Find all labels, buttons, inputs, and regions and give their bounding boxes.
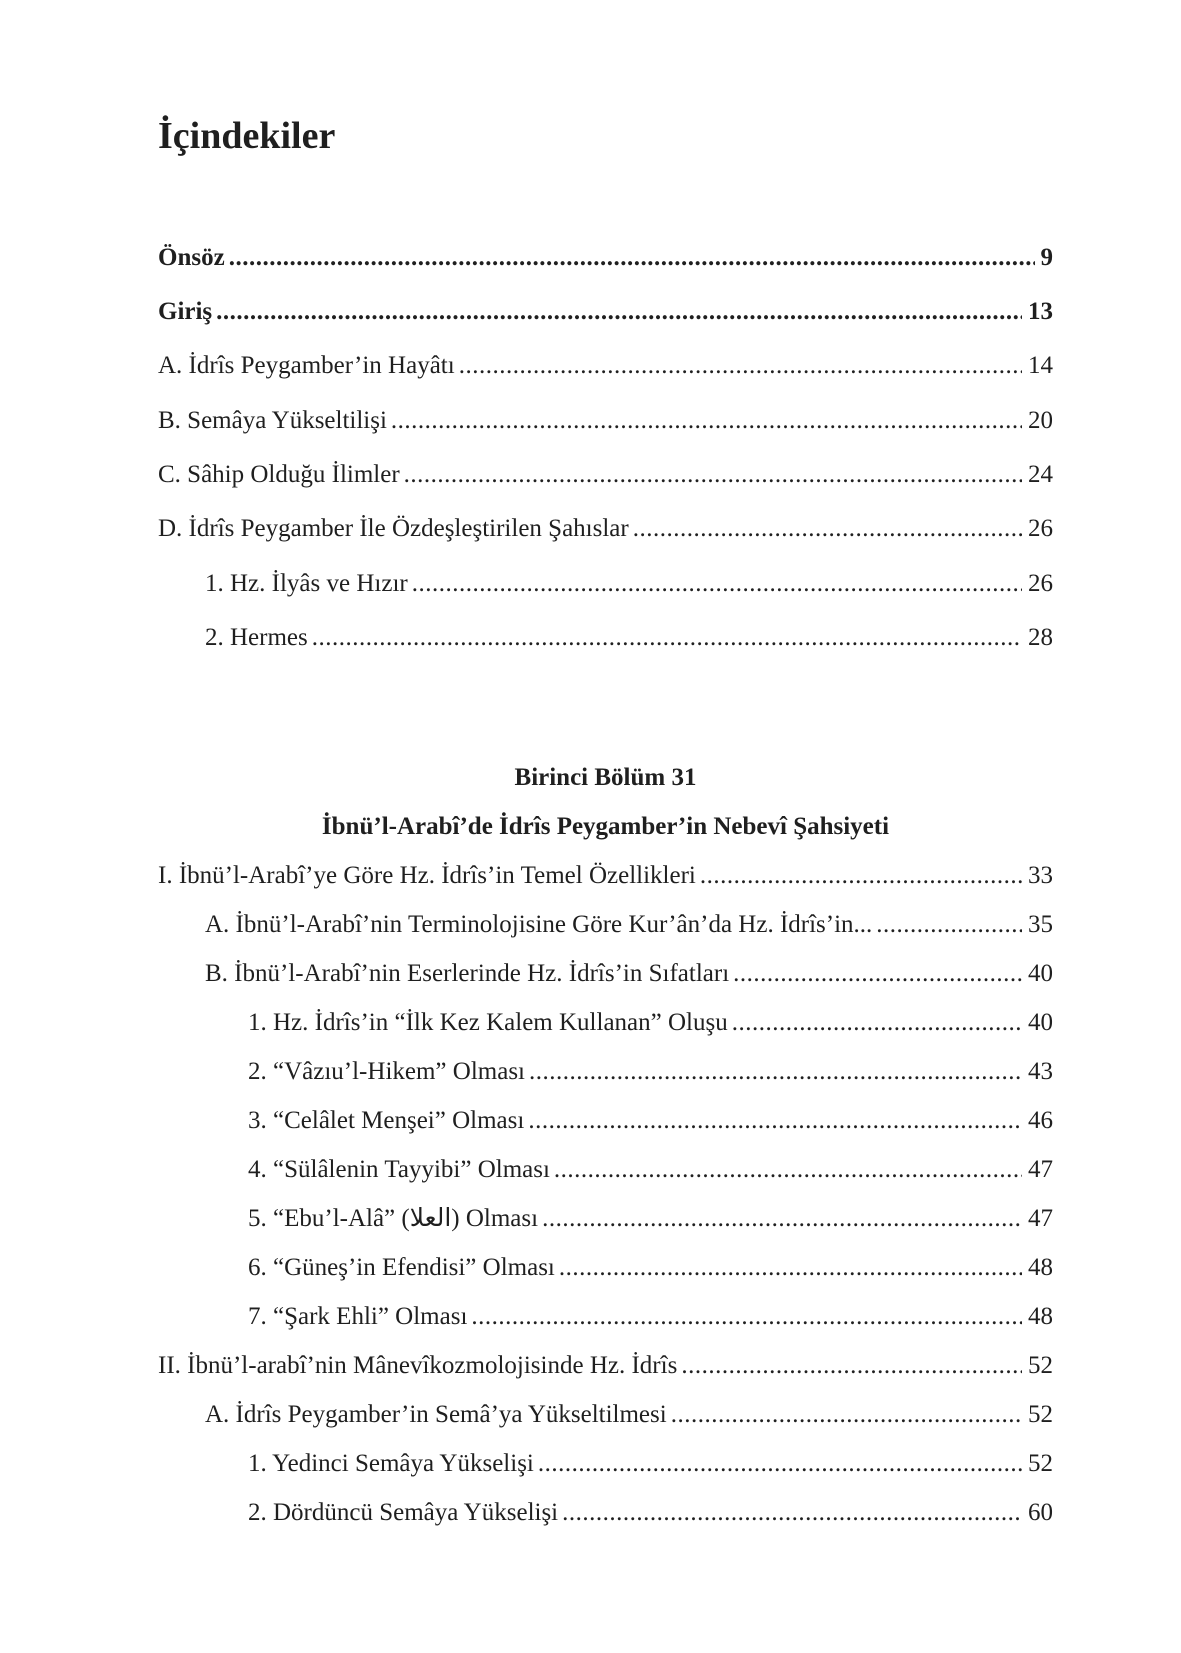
toc-leader-dots — [633, 513, 1022, 545]
toc-leader-dots — [529, 1056, 1022, 1088]
toc-page-number: 13 — [1028, 298, 1053, 325]
toc-entry[interactable] — [205, 909, 1053, 941]
toc-leader-dots — [559, 1252, 1022, 1284]
toc-entry-onsoz[interactable] — [158, 242, 1053, 274]
toc-leader-dots — [876, 909, 1022, 941]
toc-page-number: 46 — [1028, 1107, 1053, 1134]
toc-entry-label: 2. Hermes — [205, 624, 308, 651]
toc-entry[interactable] — [158, 1350, 1053, 1382]
toc-entry[interactable] — [205, 1399, 1053, 1431]
toc-leader-dots — [733, 958, 1022, 990]
toc-leader-dots — [404, 459, 1022, 491]
toc-entry[interactable] — [158, 405, 1053, 437]
toc-page-number: 28 — [1028, 624, 1053, 651]
toc-leader-dots — [700, 860, 1022, 892]
toc-page-number: 26 — [1028, 515, 1053, 542]
toc-leader-dots — [459, 350, 1022, 382]
toc-leader-dots — [471, 1301, 1022, 1333]
toc-entry[interactable] — [248, 1154, 1053, 1186]
toc-page-number: 52 — [1028, 1450, 1053, 1477]
toc-entry[interactable] — [248, 1301, 1053, 1333]
toc-entry-label: 1. Yedinci Semâya Yükselişi — [248, 1450, 534, 1477]
toc-leader-dots — [538, 1448, 1022, 1480]
toc-entry[interactable] — [248, 1056, 1053, 1088]
toc-entry-label: D. İdrîs Peygamber İle Özdeşleştirilen Şahıslar — [158, 515, 629, 542]
toc-entry[interactable] — [158, 513, 1053, 545]
toc-page-number: 14 — [1028, 352, 1053, 379]
toc-entry[interactable] — [158, 459, 1053, 491]
toc-entry-label: II. İbnü’l-arabî’nin Mânevîkozmolojisinde Hz. İdrîs — [158, 1352, 678, 1379]
toc-leader-dots — [671, 1399, 1022, 1431]
toc-leader-dots — [528, 1105, 1022, 1137]
toc-entry-label: B. İbnü’l-Arabî’nin Eserlerinde Hz. İdrîs’in Sıfatları — [205, 960, 730, 987]
toc-leader-dots — [732, 1007, 1022, 1039]
toc-entry-label: I. İbnü’l-Arabî’ye Göre Hz. İdrîs’in Temel Özellikleri — [158, 862, 696, 889]
toc-page-number: 26 — [1028, 570, 1053, 597]
toc-page-number: 40 — [1028, 1009, 1053, 1036]
toc-entry[interactable] — [248, 1252, 1053, 1284]
toc-page-number: 47 — [1028, 1205, 1053, 1232]
toc-entry-label: 5. “Ebu’l-Alâ” (العلا) Olması — [248, 1205, 539, 1232]
toc-page-number: 35 — [1028, 911, 1053, 938]
toc-entry-label: Giriş — [158, 298, 213, 325]
toc-page-number: 9 — [1040, 244, 1053, 271]
toc-leader-dots — [229, 242, 1035, 274]
toc-entry[interactable] — [158, 860, 1053, 892]
toc-page-number: 60 — [1028, 1499, 1053, 1526]
chapter-subtitle: İbnü’l-Arabî’de İdrîs Peygamber’in Nebevî Şahsiyeti — [321, 813, 890, 840]
toc-entry[interactable] — [248, 1448, 1053, 1480]
toc-entry-label: 1. Hz. İlyâs ve Hızır — [205, 570, 408, 597]
toc-entry[interactable] — [205, 958, 1053, 990]
toc-leader-dots — [562, 1497, 1022, 1529]
toc-entry-label: A. İdrîs Peygamber’in Hayâtı — [158, 352, 455, 379]
toc-leader-dots — [216, 296, 1022, 328]
toc-entry[interactable] — [205, 568, 1053, 600]
toc-entry-label: C. Sâhip Olduğu İlimler — [158, 461, 400, 488]
toc-entry-label: 2. “Vâzıu’l-Hikem” Olması — [248, 1058, 525, 1085]
toc-entry[interactable] — [248, 1203, 1053, 1235]
toc-entry-label: 6. “Güneş’in Efendisi” Olması — [248, 1254, 555, 1281]
toc-entry-label: Önsöz — [158, 244, 225, 271]
toc-page-number: 43 — [1028, 1058, 1053, 1085]
toc-entry[interactable] — [248, 1007, 1053, 1039]
toc-entry-label: B. Semâya Yükseltilişi — [158, 407, 387, 434]
toc-entry[interactable] — [248, 1497, 1053, 1529]
toc-leader-dots — [391, 405, 1022, 437]
chapter-heading: Birinci Bölüm 31 — [514, 764, 697, 791]
toc-entry-label: A. İbnü’l-Arabî’nin Terminolojisine Göre Kur’ân’da Hz. İdrîs’in... — [205, 911, 873, 938]
toc-leader-dots — [542, 1203, 1022, 1235]
toc-page-number: 47 — [1028, 1156, 1053, 1183]
toc-page-number: 48 — [1028, 1303, 1053, 1330]
toc-entry-label: A. İdrîs Peygamber’in Semâ’ya Yükseltilmesi — [205, 1401, 667, 1428]
toc-entry[interactable] — [205, 622, 1053, 654]
page-title: İçindekiler — [158, 115, 336, 157]
toc-entry[interactable] — [158, 350, 1053, 382]
toc-entry-label: 7. “Şark Ehli” Olması — [248, 1303, 468, 1330]
toc-leader-dots — [412, 568, 1022, 600]
toc-page-number: 40 — [1028, 960, 1053, 987]
toc-leader-dots — [312, 622, 1022, 654]
toc-page-number: 24 — [1028, 461, 1053, 488]
toc-entry-label: 1. Hz. İdrîs’in “İlk Kez Kalem Kullanan” Oluşu — [248, 1009, 728, 1036]
toc-entry[interactable] — [248, 1105, 1053, 1137]
toc-entry-label: 3. “Celâlet Menşei” Olması — [248, 1107, 525, 1134]
toc-entry-label: 2. Dördüncü Semâya Yükselişi — [248, 1499, 559, 1526]
toc-page-number: 48 — [1028, 1254, 1053, 1281]
toc-entry-giris[interactable] — [158, 296, 1053, 328]
toc-leader-dots — [554, 1154, 1022, 1186]
toc-page-number: 33 — [1028, 862, 1053, 889]
toc-page-number: 20 — [1028, 407, 1053, 434]
toc-leader-dots — [681, 1350, 1022, 1382]
toc-page-number: 52 — [1028, 1401, 1053, 1428]
toc-entry-label: 4. “Sülâlenin Tayyibi” Olması — [248, 1156, 550, 1183]
toc-page-number: 52 — [1028, 1352, 1053, 1379]
